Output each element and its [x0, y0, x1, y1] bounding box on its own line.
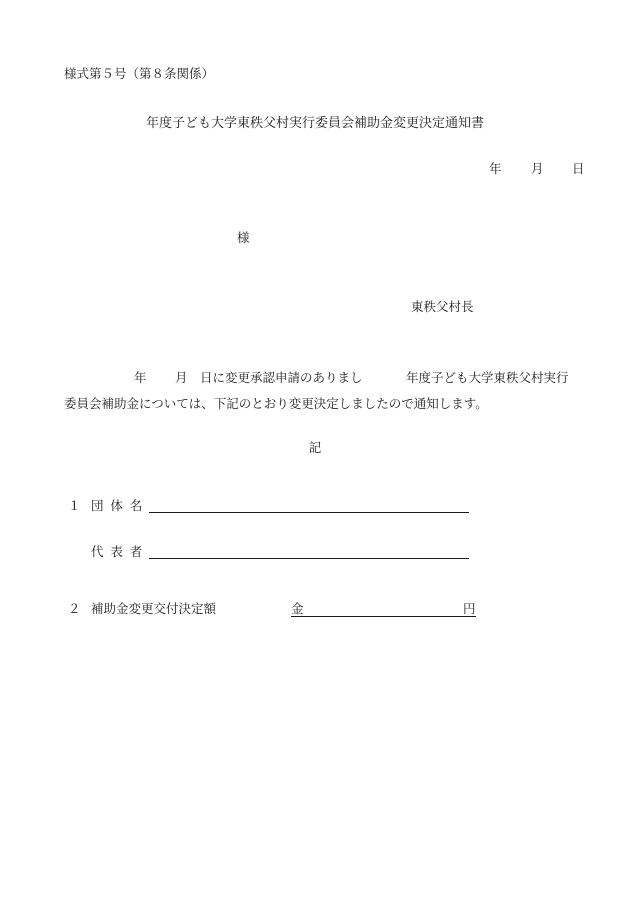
body-line1-year: 年 [134, 370, 147, 385]
document-title: 年度子ども大学東秩父村実行委員会補助金変更決定通知書 [145, 116, 484, 131]
amount-label: 補助金変更交付決定額 [91, 601, 217, 616]
body-line1-middle: 月 日に変更承認申請のありまし [175, 370, 363, 385]
representative-label: 代表者 [91, 544, 150, 559]
date-month-label: 月 [531, 161, 544, 176]
organization-field[interactable] [149, 498, 469, 513]
ki-heading: 記 [308, 440, 322, 455]
item1-number: １ [68, 498, 81, 513]
date-year-label: 年 [489, 161, 502, 176]
organization-label: 団体名 [91, 498, 150, 513]
date-day-label: 日 [572, 161, 585, 176]
amount-suffix: 円 [463, 601, 476, 616]
representative-field[interactable] [149, 544, 469, 559]
sender-name: 東秩父村長 [411, 299, 474, 314]
amount-prefix: 金 [291, 601, 304, 616]
body-line1-tail: 年度子ども大学東秩父村実行 [406, 370, 569, 385]
amount-field[interactable] [291, 601, 476, 617]
addressee-honorific: 様 [237, 230, 250, 245]
body-line2: 委員会補助金については、下記のとおり変更決定しましたので通知します。 [64, 396, 488, 411]
form-number: 様式第５号（第８条関係） [64, 66, 215, 81]
item2-number: ２ [68, 601, 81, 616]
